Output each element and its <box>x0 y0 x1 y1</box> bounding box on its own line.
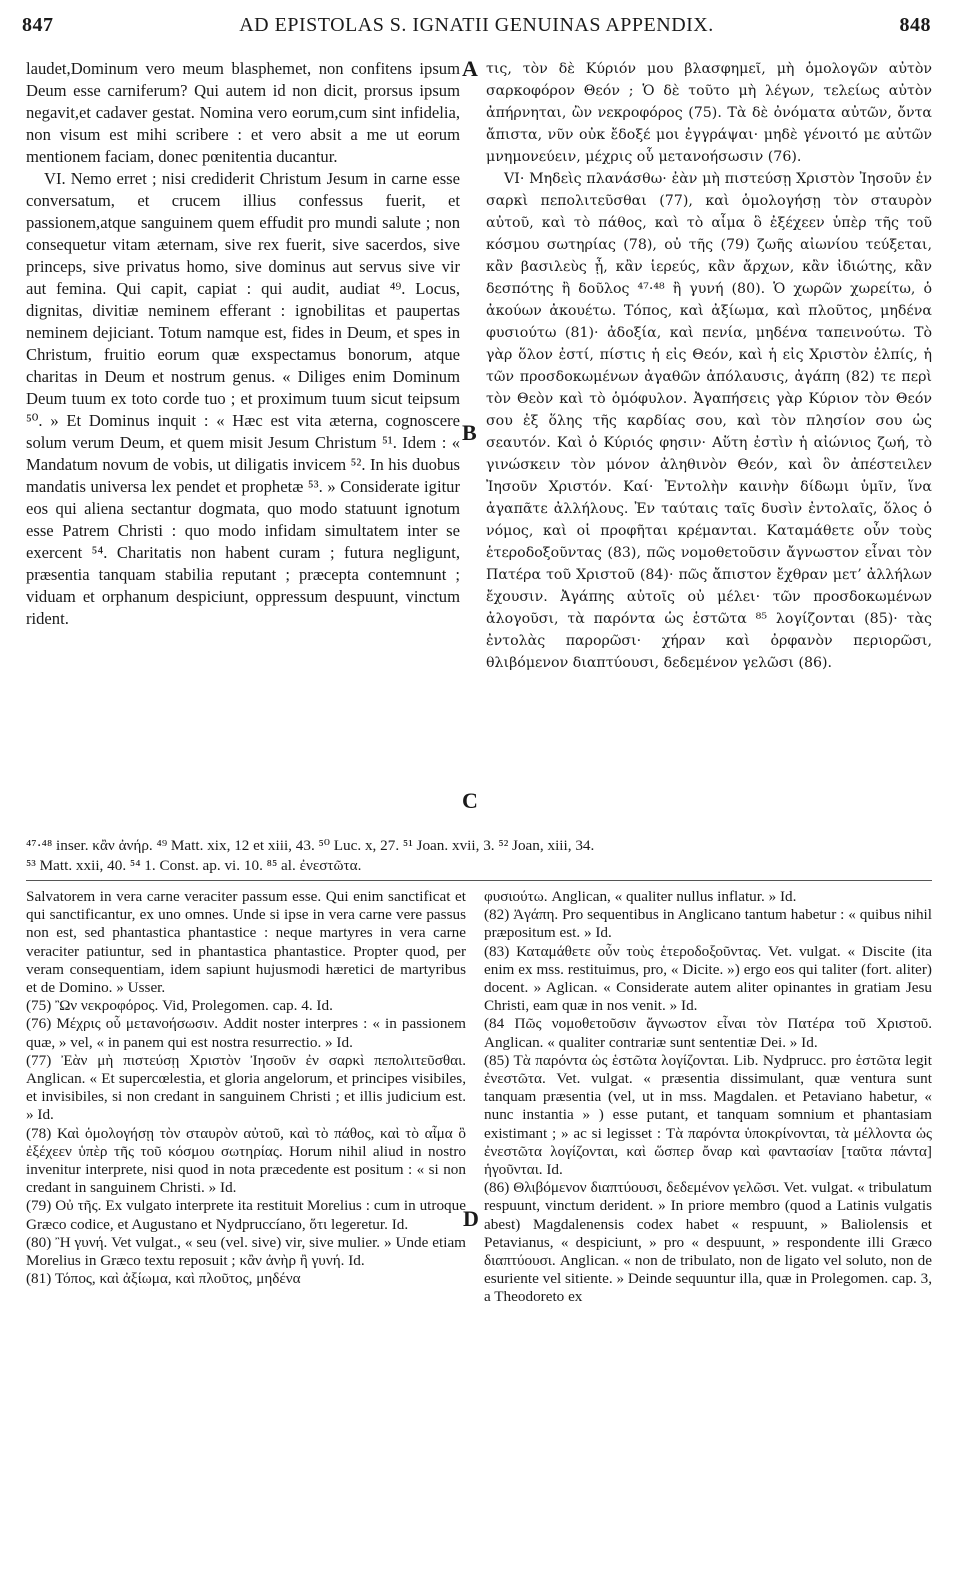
running-header <box>22 14 931 44</box>
notes-left-column <box>26 888 466 1578</box>
note-entry: (81) Τόπος, καὶ ἀξίωμα, καὶ πλοῦτος, μηδένα <box>26 1270 301 1288</box>
latin-text-column <box>26 58 460 778</box>
margin-marker: A <box>462 56 478 81</box>
note-entry: (79) Οὐ τῆς. Ex vulgato interprete ita restituit Morelius : cum in utroque Græco codice, et Augustano et Nydpruccíano, ὅτι legeretur. Id. <box>26 1197 466 1233</box>
note-entry: (80) Ἢ γυνή. Vet vulgat., « seu (vel. sive) vir, sive mulier. » Unde etiam Morelius in Græco textu reposuit ; κἂν ἀνὴρ ἢ γυνή. Id. <box>26 1233 466 1270</box>
page-number-left: 847 <box>22 14 54 36</box>
footnote-line: ⁵³ Matt. xxii, 40. ⁵⁴ 1. Const. ap. vi. 10. ⁸⁵ al. ἐνεστῶτα. <box>26 857 362 874</box>
footnote-line: ⁴⁷·⁴⁸ inser. κἂν ἀνήρ. ⁴⁹ Matt. xix, 12 et xiii, 43. ⁵⁰ Luc. x, 27. ⁵¹ Joan. xvii, 3. ⁵² Joan, xiii, 34. <box>26 837 595 854</box>
latin-paragraph: VI. Nemo erret ; nisi crediderit Christum Jesum in carne esse conversatum, et crucem illius confessus fuerit, et passionem,atque sanguinem quem effudit pro mundi salute ; non consequetur vitam æternam, sive rex fuerit, sive sacerdos, sive princeps, sive privatus homo, sive dominus aut servus sive vir aut femina. Qui capit, capiat : qui audit, audiat ⁴⁹. Locus, dignitas, divitiæ neminem efferant : ignobilitas et paupertas neminem dejiciant. Totum namque est, fides in Deum, et spes in Christum, fruitio eorum quæ exspectamus bonorum, atque charitas in Deum et nostrum genus. « Diliges enim Dominum Deum tuum ex toto corde tuo ; et proximum tuum sicut teipsum ⁵⁰. » Et Dominus inquit : « Hæc est vita æterna, cognoscere solum verum Deum, et quem misit Jesum Christum ⁵¹. Idem : « Mandatum novum de vobis, ut diligatis invicem ⁵². In his duobus mandatis universa lex pendet et prophetæ ⁵³. » Considerate igitur eos qui aliena sectantur dogmata, quo modo statuunt ignotum esse Patrem Christi : quo modo infidam simultatem inter se exercent ⁵⁴. Charitatis non habent curam ; futura negligunt, præsentia tanquam stabilia reputant ; præcepta contemnunt ; viduam et orphanum despiciunt, oppressum despuunt, vinctum rident. <box>26 169 460 628</box>
margin-marker: C <box>462 788 478 813</box>
page-number-right: 848 <box>899 14 931 36</box>
latin-paragraph: laudet,Dominum vero meum blasphemet, non confitens ipsum Deum esse carniferum? Qui autem id non dicit, prorsus ipsum negavit,et cadaver gestat. Nomina vero eorum,cum sint infidelia, non visum est mihi scribere : et vero absit a me ut eorum mentionem faciam, donec pœnitentia ducantur. <box>26 59 460 166</box>
running-title: AD EPISTOLAS S. IGNATII GENUINAS APPENDIX. <box>239 14 714 36</box>
greek-paragraph: τις, τὸν δὲ Κύριόν μου βλασφημεῖ, μὴ ὁμολογῶν αὐτὸν σαρκοφόρον Θεόν ; Ὁ δὲ τοῦτο μὴ λέγων, τελείως αὐτὸν ἀπήρνηται, ὢν νεκροφόρος (75). Τὰ δὲ ὀνόματα αὐτῶν, ὄντα ἄπιστα, νῦν οὐκ ἔδοξέ μοι ἐγγράψαι· μηδὲ γένοιτό με αὐτῶν μνημονεύειν, μέχρις οὗ μετανοήσωσιν (76). <box>486 61 932 165</box>
note-entry: (77) Ἐὰν μὴ πιστεύσῃ Χριστὸν Ἰησοῦν ἐν σαρκὶ πεπολιτεῦσθαι. Anglican. « Et supercœlestia, et gloria angelorum, et principes visibiles, et invisibiles, si non credant in sanguinem Christi ; et illis judicium est. » Id. <box>26 1051 466 1124</box>
note-entry: (82) Ἀγάπη. Pro sequentibus in Anglicano tantum habetur : « quibus nihil præpositum est. » Id. <box>484 906 932 942</box>
reference-footnotes <box>26 836 932 876</box>
divider-rule <box>26 880 932 881</box>
note-entry: (85) Τὰ παρόντα ὡς ἑστῶτα λογίζονται. Lib. Nydprucc. pro ἑστῶτα legit ἐνεστῶτα. Vet. vulgat. « præsentia dissimulant, quæ ventura sunt tanquam præsentia (vel, ut in mss. Magdalen. et Petaviano habetur, « nunc instantia » ) esse putant, et tanquam somnium et phantasiam existimant ; » ac si legisset : Τὰ παρόντα ὑποκρίνονται, τὰ μέλλοντα ὡς ἐνεστῶτα λογίζονται, καὶ ὥσπερ ὄναρ καὶ φαντασίαν [ταῦτα πάντα] ἡγοῦνται. Id. <box>484 1051 932 1179</box>
note-entry: (76) Μέχρις οὗ μετανοήσωσιν. Addit noster interpres : « in passionem quæ, » vel, « in panem qui est nostra resurrectio. » Id. <box>26 1015 466 1051</box>
greek-text-column <box>486 58 932 828</box>
note-entry: (86) Θλιβόμενον διαπτύουσι, δεδεμένον γελῶσι. Vet. vulgat. « tribulatum respuunt, vinctum derident. » In priore membro (quod a Latinis vulgatis abest) Magdalenensis codex habet « respuunt, » Baliolensis et Petavianus, « despiciunt, » pro « despuunt, » respondente illi Græco διαπτύουσι. Anglican. « non de tribulato, non de ligato vel soluto, non de esuriente vel sitiente. » Deinde sequuntur illa, quæ in Prolegomen. cap. 3, a Theodoreto ex <box>484 1179 932 1306</box>
margin-marker: D <box>463 1206 479 1231</box>
note-entry: (75) Ὢν νεκροφόρος. Vid, Prolegomen. cap. 4. Id. <box>26 997 333 1015</box>
note-entry: Salvatorem in vera carne veraciter passum esse. Qui enim sanctificat et qui sanctificantur, ex uno omnes. Unde si ipse in vera carne vere passus non est, sed phantastica phantastice : neque martyres in vera carne veraciter patiuntur, sed in phantastica phantastice. Propter quod, per veram consequentiam, idem sapiunt hujusmodi hæretici de martyribus et de Domino. » Usser. <box>26 888 466 997</box>
note-entry: (84 Πῶς νομοθετοῦσιν ἄγνωστον εἶναι τὸν Πατέρα τοῦ Χριστοῦ. Anglican. « qualiter contrariæ sunt sententiæ Dei. » Id. <box>484 1015 932 1051</box>
notes-right-column <box>484 888 932 1578</box>
note-entry: (78) Καὶ ὁμολογήσῃ τὸν σταυρὸν αὐτοῦ, καὶ τὸ πάθος, καὶ τὸ αἷμα ὃ ἐξέχεεν ὑπὲρ τῆς τοῦ κόσμου σωτηρίας. Horum nihil aliud in nostro invenitur interprete, nisi quod in nota præcedente est positum : « si non credant in sanguinem Christi. » Id. <box>26 1124 466 1197</box>
note-entry: (83) Καταμάθετε οὖν τοὺς ἑτεροδοξοῦντας. Vet. vulgat. « Discite (ita enim ex mss. restituimus, pro, « Dicite. ») ergo eos qui taliter (fort. aliter) docent. » Aglican. « Considerate autem aliter opinantes in gratiam Jesu Christi, eam quæ in nos venit. » Id. <box>484 942 932 1015</box>
note-entry: φυσιούτω. Anglican, « qualiter nullus inflatur. » Id. <box>484 888 797 905</box>
margin-marker: B <box>462 420 477 445</box>
greek-paragraph: VI· Μηδεὶς πλανάσθω· ἐὰν μὴ πιστεύσῃ Χριστὸν Ἰησοῦν ἐν σαρκὶ πεπολιτεῦσθαι (77), καὶ ὁμολογήσῃ τὸν σταυρὸν αὐτοῦ, καὶ τὸ πάθος, καὶ τὸ αἷμα ὃ ἐξέχεεν ὑπὲρ τῆς τοῦ κόσμου σωτηρίας (78), οὐ τῆς (79) ζωῆς αἰωνίου τεύξεται, κἂν βασιλεὺς ᾖ, κἂν ἱερεύς, κἂν ἄρχων, κἂν ἰδιώτης, κἂν δεσπότης ἢ δοῦλος ⁴⁷·⁴⁸ ἢ γυνή (80). Ὁ χωρῶν χωρείτω, ὁ ἀκούων ἀκουέτω. Τόπος, καὶ ἀξίωμα, καὶ πλοῦτος, μηδένα φυσιούτω (81)· ἀδοξία, καὶ πενία, μηδένα ταπεινούτω. Τὸ γὰρ ὅλον ἐστί, πίστις ἡ εἰς Θεόν, καὶ ἡ εἰς Χριστὸν ἐλπίς, ἡ τῶν προσδοκωμένων ἀγαθῶν ἀπόλαυσις, ἀγάπη (82) τε περὶ τὸν Θεὸν καὶ τὸ ὁμόφυλον. Ἀγαπήσεις γὰρ Κύριον τὸν Θεόν σου ἐξ ὅλης τῆς καρδίας σου, καὶ τὸν πλησίον σου ὡς σεαυτόν. Καὶ ὁ Κύριός φησιν· Αὕτη ἐστὶν ἡ αἰώνιος ζωή, τὸ γινώσκειν τὸν μόνον ἀληθινὸν Θεόν, καὶ ὃν ἀπέστειλεν Ἰησοῦν Χριστόν. Καί· Ἐντολὴν καινὴν δίδωμι ὑμῖν, ἵνα ἀγαπᾶτε ἀλλήλους. Ἐν ταύταις ταῖς δυσὶν ἐντολαῖς, ὅλος ὁ νόμος, καὶ οἱ προφῆται κρέμανται. Καταμάθετε οὖν τοὺς ἑτεροδοξοῦντας (83), πῶς νομοθετοῦσιν ἄγνωστον εἶναι τὸν Πατέρα τοῦ Χριστοῦ (84)· πῶς ἄπιστον ἔχθραν μετ’ ἀλλήλων ἔχουσιν. Ἀγάπης αὐτοῖς οὐ μέλει· τῶν προσδοκωμένων ἀλογοῦσι, τὰ παρόντα ὡς ἑστῶτα ⁸⁵ λογίζονται (85)· τὰς ἐντολὰς παρορῶσι· χήραν καὶ ὀρφανὸν περιορῶσι, θλιβόμενον διαπτύουσι, δεδεμένον γελῶσι (86). <box>486 171 932 671</box>
